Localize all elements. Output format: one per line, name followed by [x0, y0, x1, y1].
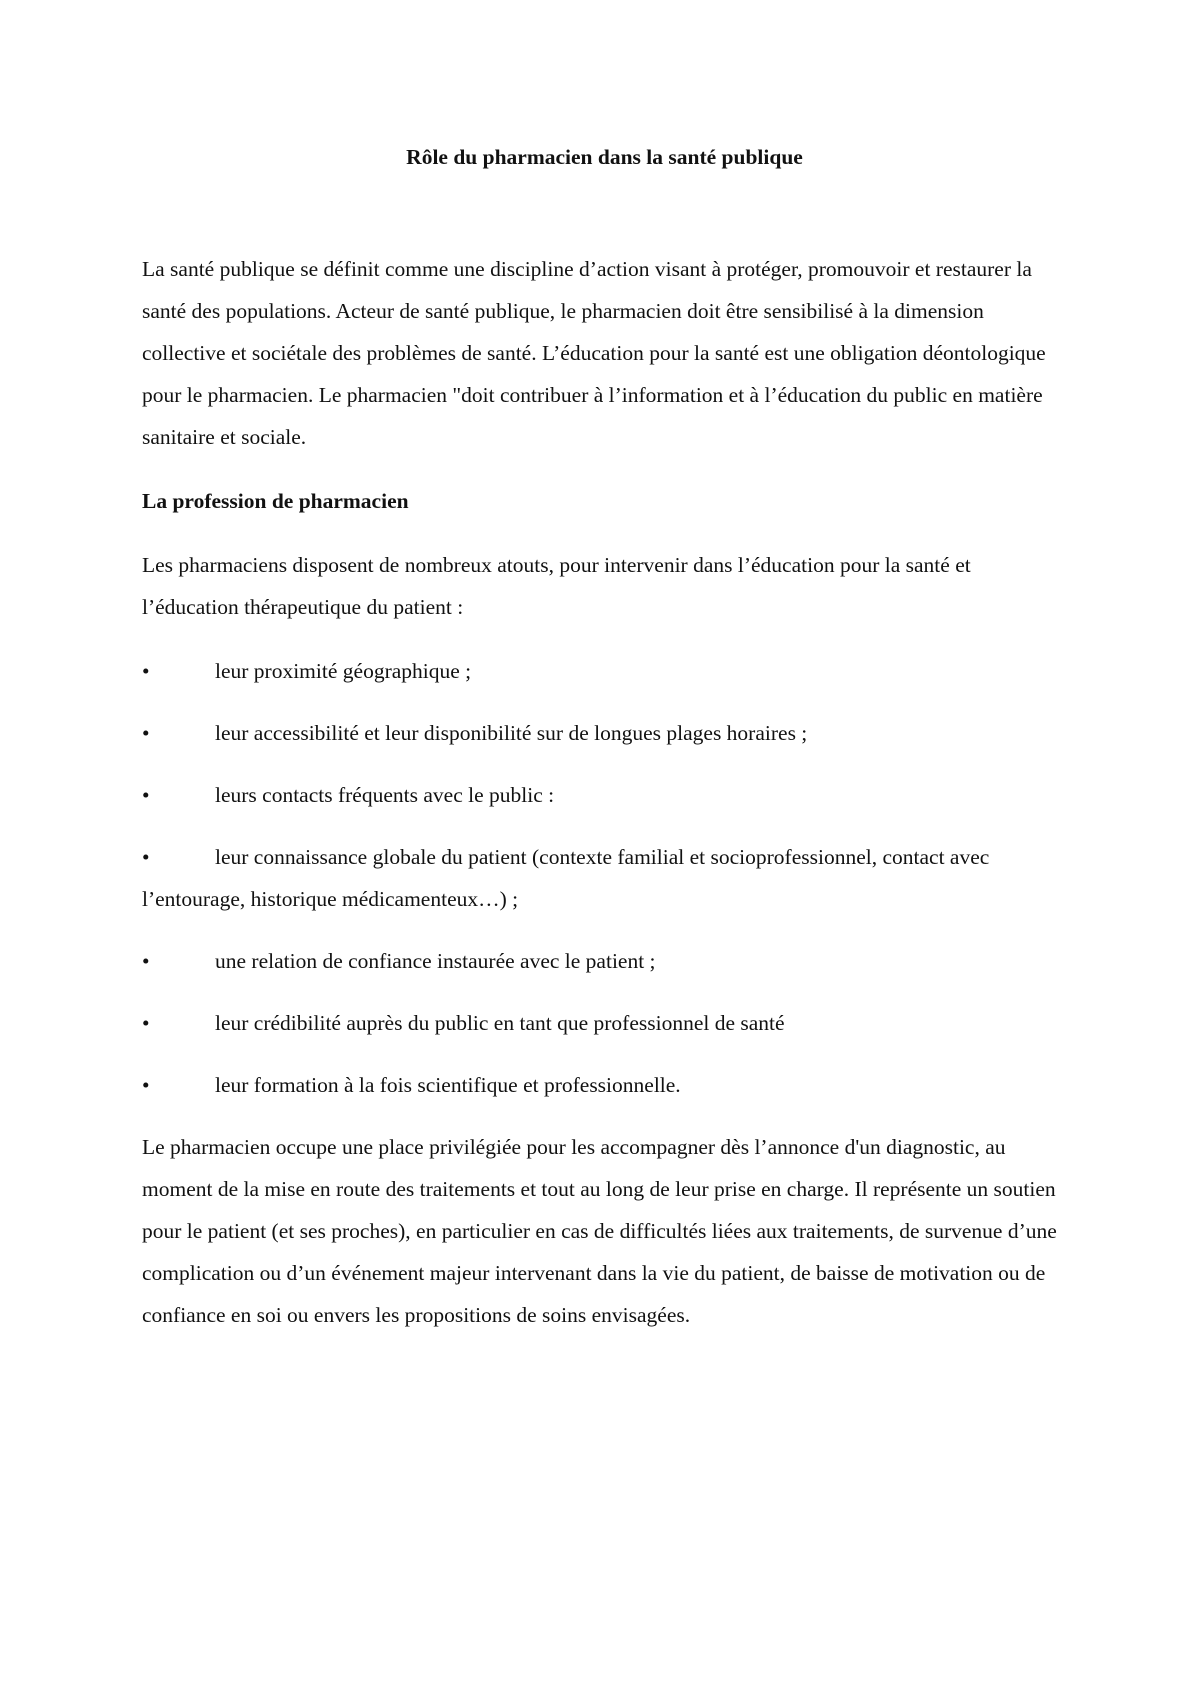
bullet-icon: •: [142, 845, 150, 869]
bullet-icon: •: [142, 659, 150, 683]
bullet-icon: •: [142, 783, 150, 807]
section-intro-paragraph: Les pharmaciens disposent de nombreux atouts, pour intervenir dans l’éducation pour la santé et l’éducation thérapeutique du patient :: [142, 553, 971, 619]
list-item: [142, 712, 1067, 754]
list-item-text: leur connaissance globale du patient (contexte familial et socioprofessionnel, contact avec l’entourage, historique médicamenteux…) ;: [142, 845, 990, 911]
list-item: [142, 650, 1067, 692]
document-title: Rôle du pharmacien dans la santé publique: [406, 145, 803, 169]
list-item: [142, 774, 1067, 816]
document-body: [142, 136, 1067, 1358]
list-item: [142, 940, 1067, 982]
list-item-text: leur accessibilité et leur disponibilité sur de longues plages horaires ;: [215, 721, 808, 745]
bullet-icon: •: [142, 721, 150, 745]
list-item-text: leur proximité géographique ;: [215, 659, 472, 683]
list-item-text: leur formation à la fois scientifique et professionnelle.: [215, 1073, 681, 1097]
intro-paragraph: La santé publique se définit comme une discipline d’action visant à protéger, promouvoir et restaurer la santé des populations. Acteur de santé publique, le pharmacien doit être sensibilisé à la dimension collective et sociétale des problèmes de santé. L’éducation pour la santé est une obligation déontologique pour le pharmacien. Le pharmacien "doit contribuer à l’information et à l’éducation du public en matière sanitaire et sociale.: [142, 257, 1046, 449]
advantages-list: [142, 650, 1067, 1106]
list-item-text: leurs contacts fréquents avec le public :: [215, 783, 555, 807]
section-heading: La profession de pharmacien: [142, 489, 409, 513]
conclusion-paragraph: Le pharmacien occupe une place privilégiée pour les accompagner dès l’annonce d'un diagnostic, au moment de la mise en route des traitements et tout au long de leur prise en charge. Il représente un soutien pour le patient (et ses proches), en particulier en cas de difficultés liées aux traitements, de survenue d’une complication ou d’un événement majeur intervenant dans la vie du patient, de baisse de motivation ou de confiance en soi ou envers les propositions de soins envisagées.: [142, 1135, 1057, 1327]
list-item-text: une relation de confiance instaurée avec le patient ;: [215, 949, 656, 973]
list-item: [142, 1002, 1067, 1044]
bullet-icon: •: [142, 1011, 150, 1035]
bullet-icon: •: [142, 949, 150, 973]
bullet-icon: •: [142, 1073, 150, 1097]
list-item-text: leur crédibilité auprès du public en tant que professionnel de santé: [215, 1011, 785, 1035]
list-item: [142, 836, 1067, 920]
list-item: [142, 1064, 1067, 1106]
